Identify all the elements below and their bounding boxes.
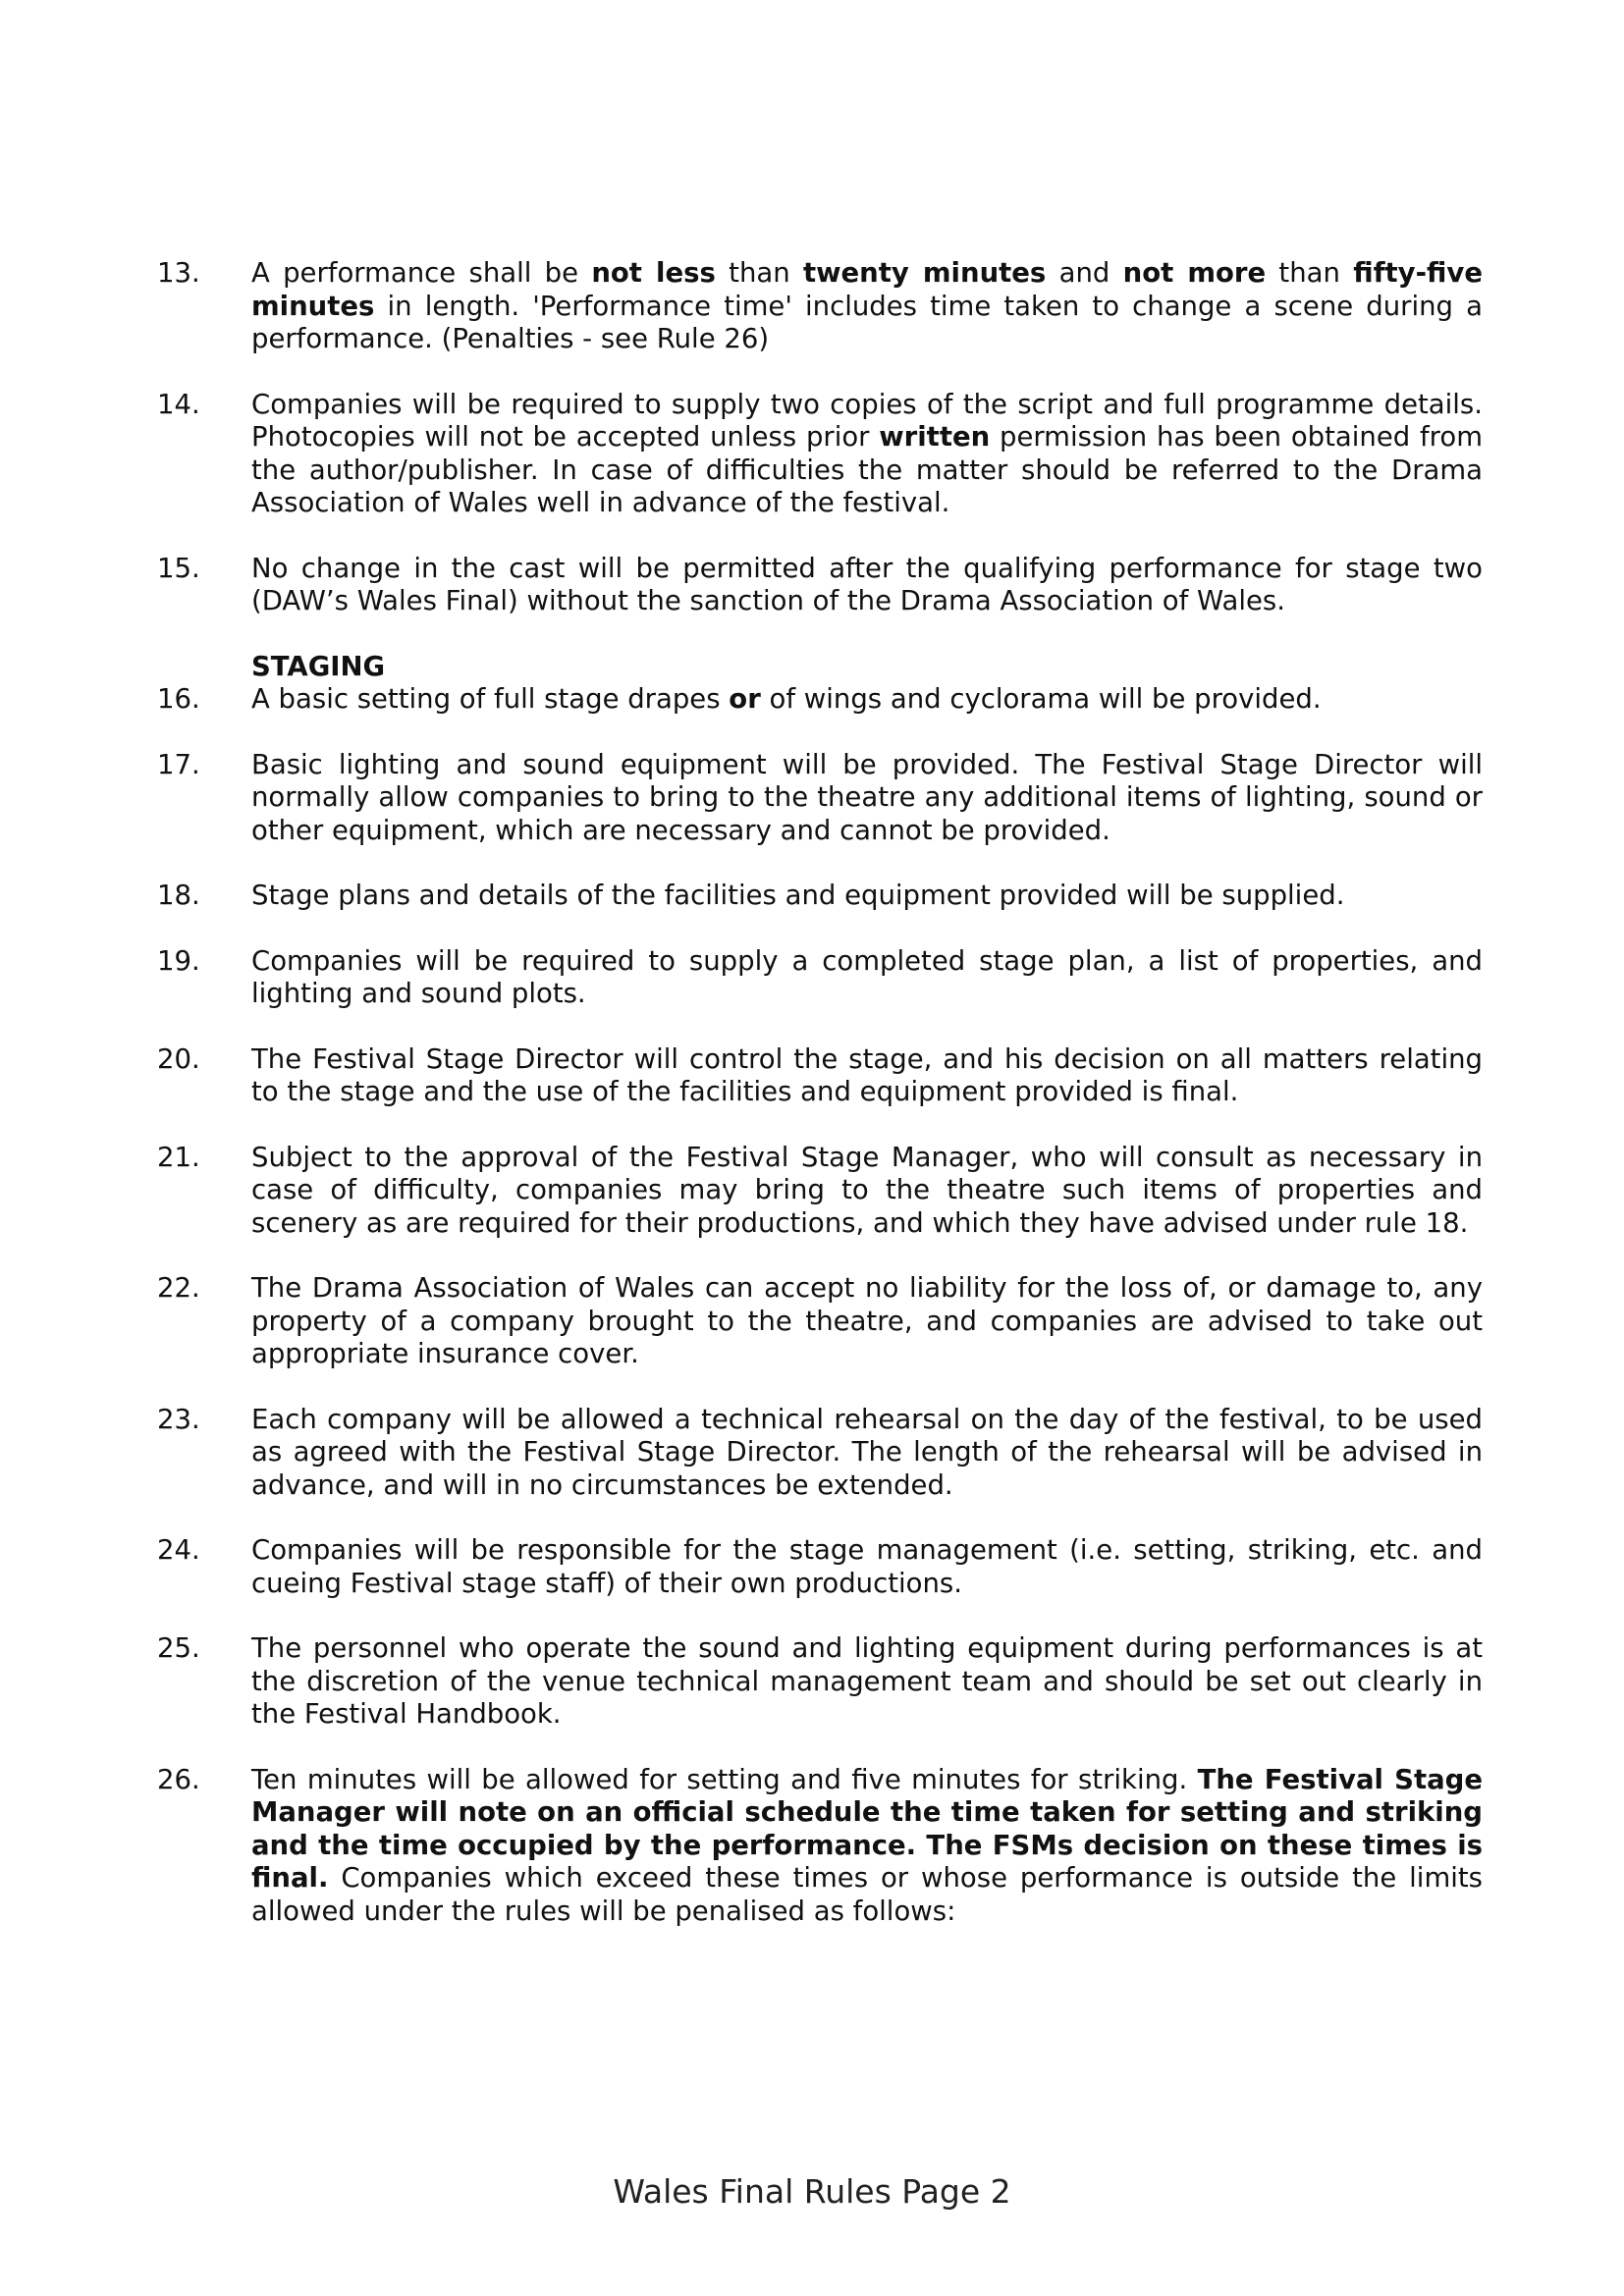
- rule-text-run: A basic setting of full stage drapes: [251, 683, 730, 715]
- rule-number: 23.: [157, 1403, 200, 1435]
- rule-item: [157, 257, 1483, 356]
- rule-text-run: than: [715, 257, 803, 289]
- rule-text: [251, 1272, 1483, 1371]
- rule-text-run: permission has been obtained from the author/publisher. In case of difficulties the matter should be referred to the Drama Association of Wales well in advance of the festival.: [251, 421, 1483, 518]
- rule-text-bold: The Festival Stage Manager will note on an official schedule the time taken for setting and striking and the time occupied by the performance. The FSMs decision on these times is final.: [251, 1763, 1483, 1894]
- rule-text-run: Companies will be responsible for the stage management (i.e. setting, striking, etc. and cueing Festival stage staff) of their own productions.: [251, 1534, 1483, 1599]
- rule-number: 25.: [157, 1632, 200, 1664]
- rule-text: [251, 683, 1483, 717]
- rule-text-run: Basic lighting and sound equipment will be provided. The Festival Stage Director will normally allow companies to bring to the theatre any additional items of lighting, sound or other equipment, which are necessary and cannot be provided.: [251, 748, 1483, 846]
- rule-item: [157, 683, 1483, 717]
- rule-text: [251, 1534, 1483, 1600]
- rule-item: [157, 945, 1483, 1011]
- rule-text-bold: twenty minutes: [802, 257, 1047, 289]
- rule-item: [157, 553, 1483, 618]
- rules-list: [157, 257, 1483, 1960]
- rule-text-bold: fifty-five minutes: [251, 257, 1483, 322]
- rule-text-run: The personnel who operate the sound and lighting equipment during performances is at the discretion of the venue technical management team and should be set out clearly in the Festival Handbook.: [251, 1632, 1483, 1730]
- rule-text-run: and: [1046, 257, 1123, 289]
- rule-text-run: Each company will be allowed a technical rehearsal on the day of the festival, to be used as agreed with the Festival Stage Director. The length of the rehearsal will be advised in advance, and will in no circumstances be extended.: [251, 1403, 1483, 1501]
- rule-text-run: No change in the cast will be permitted after the qualifying performance for stage two (DAW’s Wales Final) without the sanction of the Drama Association of Wales.: [251, 552, 1483, 616]
- rule-text: [251, 1404, 1483, 1503]
- rule-text-bold: written: [879, 421, 991, 453]
- rule-text-run: A performance shall be: [251, 257, 592, 289]
- rule-text-run: in length. 'Performance time' includes time taken to change a scene during a performance. (Penalties - see Rule 26): [251, 290, 1483, 354]
- rule-text: [251, 553, 1483, 618]
- rule-item: [157, 749, 1483, 848]
- rule-number: 17.: [157, 748, 200, 780]
- rule-number: 26.: [157, 1763, 200, 1795]
- rule-text-run: Stage plans and details of the facilities and equipment provided will be supplied.: [251, 880, 1345, 911]
- rule-text: [251, 389, 1483, 520]
- page-footer: Wales Final Rules Page 2: [613, 2172, 1011, 2211]
- rule-number: 20.: [157, 1042, 200, 1075]
- rule-text-run: Subject to the approval of the Festival Stage Manager, who will consult as necessary in case of difficulty, companies may bring to the theatre such items of properties and scenery as are required for their productions, and which they have advised under rule 18.: [251, 1141, 1483, 1239]
- rule-number: 22.: [157, 1272, 200, 1304]
- rule-text: [251, 1142, 1483, 1241]
- rule-item: [157, 1043, 1483, 1109]
- rule-text-bold: not less: [591, 257, 716, 289]
- rule-text-run: Companies will be required to supply a completed stage plan, a list of properties, and lighting and sound plots.: [251, 944, 1483, 1009]
- rule-item: [157, 1764, 1483, 1929]
- rule-number: 18.: [157, 880, 200, 911]
- rule-text-bold: not more: [1122, 257, 1267, 289]
- rule-text-run: Companies will be required to supply two copies of the script and full programme details. Photocopies will not be accepted unless prior: [251, 388, 1483, 453]
- rule-text: [251, 1764, 1483, 1929]
- rule-text-run: Companies which exceed these times or whose performance is outside the limits allowed under the rules will be penalised as follows:: [251, 1862, 1483, 1927]
- rule-item: [157, 1142, 1483, 1241]
- rule-item: [157, 389, 1483, 520]
- rule-number: 19.: [157, 944, 200, 977]
- rule-text-run: than: [1266, 257, 1354, 289]
- rule-text-run: of wings and cyclorama will be provided.: [760, 683, 1322, 715]
- rule-text-bold: or: [729, 683, 761, 715]
- rule-item: [157, 1404, 1483, 1503]
- rule-number: 15.: [157, 552, 200, 584]
- rule-item: [157, 1534, 1483, 1600]
- rule-text-run: The Drama Association of Wales can accept no liability for the loss of, or damage to, any property of a company brought to the theatre, and companies are advised to take out appropriate insurance cover.: [251, 1272, 1483, 1369]
- rule-item: [157, 880, 1483, 913]
- rule-number: 21.: [157, 1141, 200, 1173]
- rule-number: 16.: [157, 683, 200, 715]
- rule-item: [157, 1632, 1483, 1732]
- section-heading: STAGING: [251, 650, 386, 682]
- rule-text: [251, 1043, 1483, 1109]
- rule-text: [251, 880, 1483, 913]
- rule-text-run: The Festival Stage Director will control the stage, and his decision on all matters relating to the stage and the use of the facilities and equipment provided is final.: [251, 1042, 1483, 1107]
- rule-text-run: Ten minutes will be allowed for setting and five minutes for striking.: [251, 1763, 1198, 1795]
- rule-text: [251, 945, 1483, 1011]
- rule-number: 13.: [157, 257, 200, 289]
- rule-item: [157, 1272, 1483, 1371]
- rule-text: [251, 1632, 1483, 1732]
- rule-text: [251, 749, 1483, 848]
- rule-text: [251, 257, 1483, 356]
- rule-number: 24.: [157, 1534, 200, 1566]
- rule-number: 14.: [157, 388, 200, 420]
